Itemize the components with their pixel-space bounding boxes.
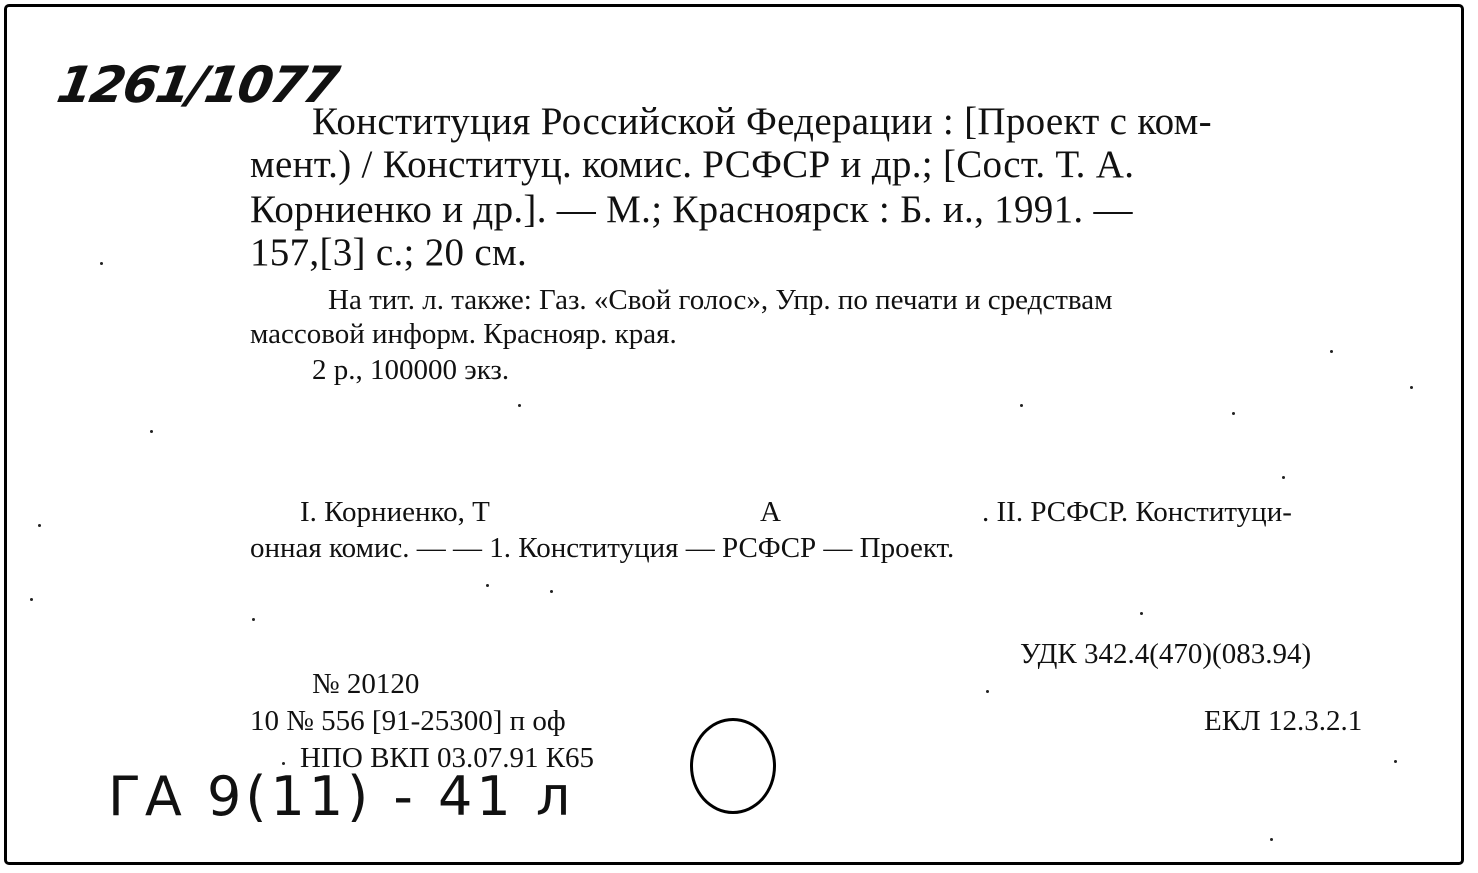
speck bbox=[282, 762, 285, 765]
call-number: 1261/1077 bbox=[52, 56, 342, 114]
card-number: № 20120 bbox=[312, 668, 420, 700]
speck bbox=[150, 430, 153, 433]
speck bbox=[1270, 838, 1273, 841]
heading-author: I. Корниенко, Т bbox=[300, 496, 490, 528]
speck bbox=[1394, 760, 1397, 763]
order-number: 10 № 556 [91-25300] п оф bbox=[250, 705, 566, 737]
publisher-line: НПО ВКП 03.07.91 К65 bbox=[300, 742, 595, 774]
speck bbox=[252, 618, 255, 621]
speck bbox=[1282, 476, 1285, 479]
heading-corporate: . II. РСФСР. Конституци- bbox=[982, 496, 1292, 528]
speck bbox=[550, 590, 553, 593]
heading-author-initial: А bbox=[760, 496, 781, 528]
circle-stamp bbox=[690, 718, 776, 814]
price-and-run: 2 р., 100000 экз. bbox=[312, 354, 510, 386]
heading-subject: онная комис. — — 1. Конституция — РСФСР — Проект. bbox=[250, 532, 955, 564]
speck bbox=[100, 262, 103, 265]
speck bbox=[1232, 412, 1235, 415]
description-line-4: 157,[3] с.; 20 см. bbox=[250, 231, 528, 274]
note-line-2: массовой информ. Краснояр. края. bbox=[250, 318, 677, 350]
description-line-1: Конституция Российской Федерации : [Проект с ком- bbox=[312, 100, 1212, 143]
speck bbox=[1330, 350, 1333, 353]
speck bbox=[518, 404, 521, 407]
speck bbox=[486, 584, 489, 587]
speck bbox=[1410, 386, 1413, 389]
speck bbox=[30, 598, 33, 601]
shelf-mark: ГА 9(11) - 41 л bbox=[108, 765, 575, 828]
speck bbox=[38, 524, 41, 527]
udk-code: УДК 342.4(470)(083.94) bbox=[1020, 638, 1312, 670]
speck bbox=[1020, 404, 1023, 407]
note-line-1: На тит. л. также: Газ. «Свой голос», Упр. по печати и средствам bbox=[328, 284, 1113, 316]
speck bbox=[1140, 612, 1143, 615]
speck bbox=[986, 690, 989, 693]
description-line-3: Корниенко и др.]. — М.; Красноярск : Б. и., 1991. — bbox=[250, 188, 1133, 231]
ekl-code: ЕКЛ 12.3.2.1 bbox=[1204, 705, 1363, 737]
description-line-2: мент.) / Конституц. комис. РСФСР и др.; [Сост. Т. А. bbox=[250, 143, 1135, 186]
